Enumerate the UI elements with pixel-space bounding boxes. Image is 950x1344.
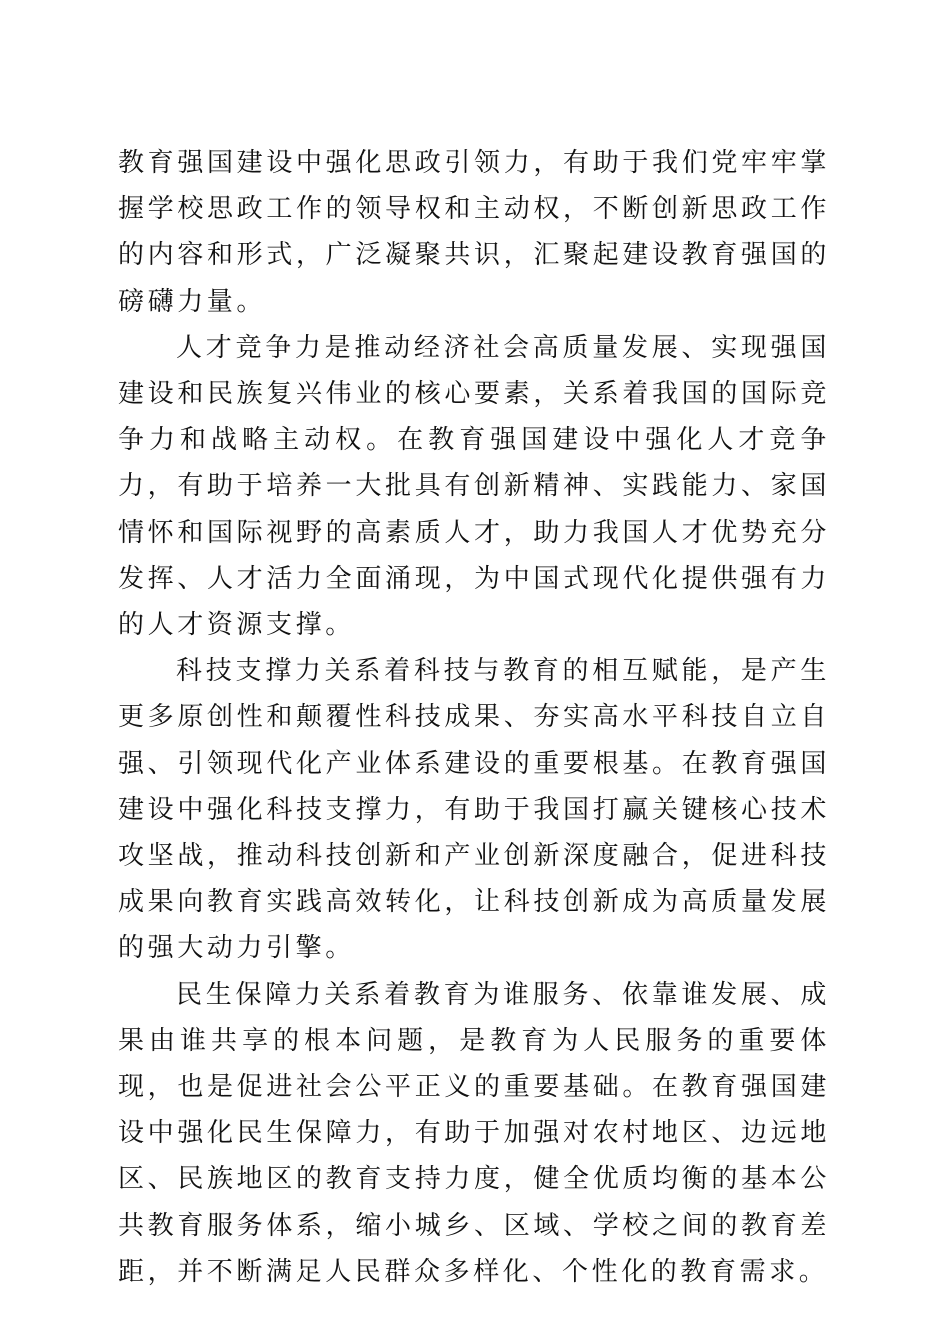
document-body xyxy=(118,140,830,1295)
paragraph-talent-competitiveness: 人才竞争力是推动经济社会高质量发展、实现强国建设和民族复兴伟业的核心要素，关系着我国的国际竞争力和战略主动权。在教育强国建设中强化人才竞争力，有助于培养一大批具有创新精神、实践能力、家国情怀和国际视野的高素质人才，助力我国人才优势充分发挥、人才活力全面涌现，为中国式现代化提供强有力的人才资源支撑。 xyxy=(118,332,830,641)
paragraph-livelihood-security: 民生保障力关系着教育为谁服务、依靠谁发展、成果由谁共享的根本问题，是教育为人民服务的重要体现，也是促进社会公平正义的重要基础。在教育强国建设中强化民生保障力，有助于加强对农村地区、边远地区、民族地区的教育支持力度，健全优质均衡的基本公共教育服务体系，缩小城乡、区域、学校之间的教育差距，并不断满足人民群众多样化、个性化的教育需求。 xyxy=(118,979,830,1287)
paragraph-technology-support: 科技支撑力关系着科技与教育的相互赋能，是产生更多原创性和颠覆性科技成果、夯实高水平科技自立自强、引领现代化产业体系建设的重要根基。在教育强国建设中强化科技支撑力，有助于我国打赢关键核心技术攻坚战，推动科技创新和产业创新深度融合，促进科技成果向教育实践高效转化，让科技创新成为高质量发展的强大动力引擎。 xyxy=(118,656,830,964)
paragraph-continuation: 教育强国建设中强化思政引领力，有助于我们党牢牢掌握学校思政工作的领导权和主动权，不断创新思政工作的内容和形式，广泛凝聚共识，汇聚起建设教育强国的磅礴力量。 xyxy=(118,148,830,317)
